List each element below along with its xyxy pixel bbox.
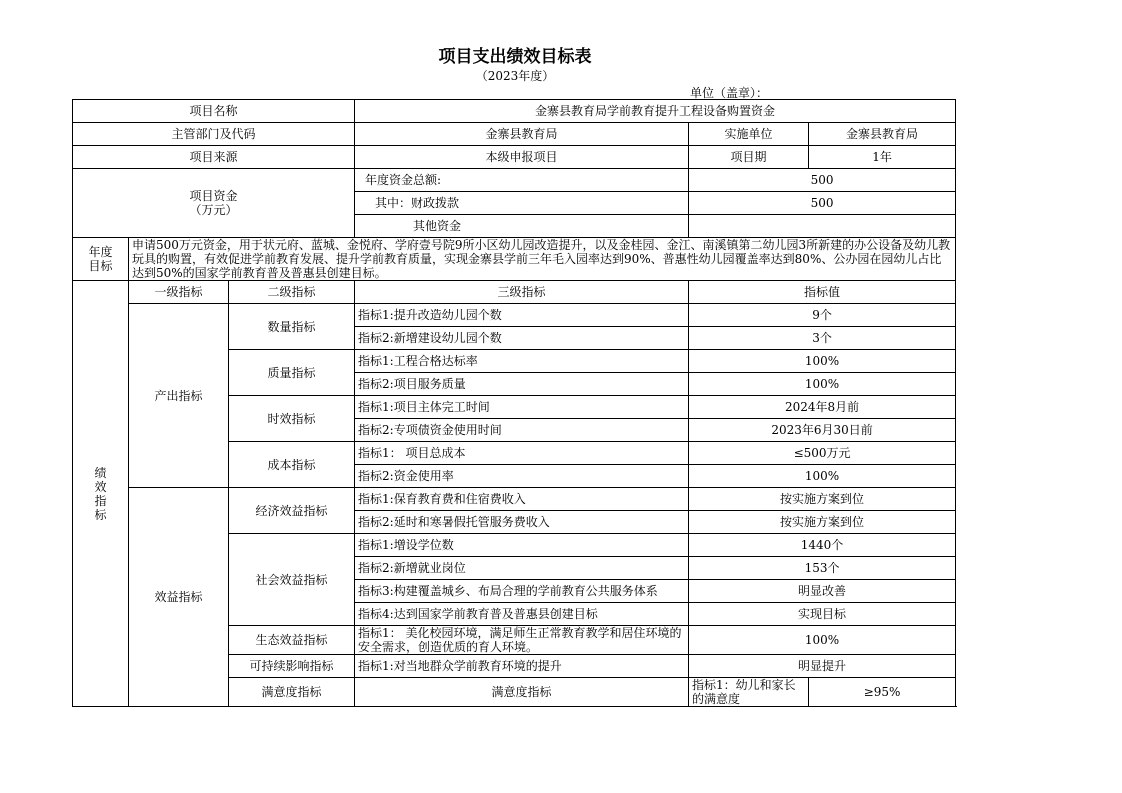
indicator-name: 指标1： 项目总成本: [355, 442, 689, 465]
performance-table: [72, 99, 956, 707]
indicator-value: 按实施方案到位: [689, 488, 956, 511]
indicator-value: 100%: [689, 626, 956, 655]
indicator-name: 指标4:达到国家学前教育普及普惠县创建目标: [355, 603, 689, 626]
indicator-name: 指标1:提升改造幼儿园个数: [355, 304, 689, 327]
funds-fiscal-label: 其中：财政拨款: [355, 192, 689, 215]
funds-label-line1: 项目资金: [189, 189, 238, 203]
header-value: 指标值: [689, 281, 956, 304]
source-value: 本级申报项目: [355, 146, 689, 169]
perf-label: [73, 281, 129, 707]
indicator-value: 按实施方案到位: [689, 511, 956, 534]
indicator-value: 153个: [689, 557, 956, 580]
indicator-value: 实现目标: [689, 603, 956, 626]
l2-satisfaction: 满意度指标: [355, 678, 689, 707]
l2-timeliness: 时效指标: [229, 396, 355, 442]
header-l3: 三级指标: [355, 281, 689, 304]
unit-label: 单位（盖章）：: [690, 86, 769, 100]
indicator-name: 指标1： 美化校园环境，满足师生正常教育教学和居住环境的安全需求，创造优质的育人环境。: [355, 626, 689, 655]
table-row: [73, 304, 956, 327]
perf-label-char: 效: [94, 479, 107, 494]
page-title: 项目支出绩效目标表: [438, 47, 592, 67]
goal-row: [73, 238, 956, 281]
source-label: 项目来源: [73, 146, 355, 169]
funds-other-value: [689, 215, 956, 238]
period-value: 1年: [809, 146, 956, 169]
source-row: [73, 146, 956, 169]
indicator-name: 指标1:工程合格达标率: [355, 350, 689, 373]
header-l1: 一级指标: [129, 281, 229, 304]
project-name-label: 项目名称: [73, 100, 355, 123]
funds-label-line2: （万元）: [189, 203, 238, 217]
l2-ecological: 生态效益指标: [229, 626, 355, 655]
indicator-value: 3个: [689, 327, 956, 350]
impl-label: 实施单位: [689, 123, 809, 146]
indicator-name: 指标2:专项债资金使用时间: [355, 419, 689, 442]
indicator-name: 指标1:项目主体完工时间: [355, 396, 689, 419]
indicator-name: 指标2:项目服务质量: [355, 373, 689, 396]
project-name-value: 金寨县教育局学前教育提升工程设备购置资金: [355, 100, 956, 123]
goal-text: 申请500万元资金，用于状元府、蓝城、金悦府、学府壹号院9所小区幼儿园改造提升，以及金桂园、金江、南溪镇第二幼儿园3所新建的办公设备及幼儿教玩具的购置，有效促进学前教育发展、提升学前教育质量，实现金寨县学前三年毛入园率达到90%、普惠性幼儿园覆盖率达到80%、公办园在园幼儿占比达到50%的国家学前教育普及普惠县创建目标。: [129, 238, 956, 281]
goal-label: [73, 238, 129, 281]
l2-cost: 成本指标: [229, 442, 355, 488]
funds-other-label: 其他资金: [355, 215, 689, 238]
year-subtitle: （2023年度）: [475, 69, 555, 83]
indicator-name: 指标1:增设学位数: [355, 534, 689, 557]
l1-satisfaction: 满意度指标: [229, 678, 355, 707]
indicator-name: 指标2:资金使用率: [355, 465, 689, 488]
perf-label-char: 标: [94, 507, 107, 522]
indicator-value: 100%: [689, 373, 956, 396]
indicator-name: 指标2:新增就业岗位: [355, 557, 689, 580]
indicator-value: ≤500万元: [689, 442, 956, 465]
indicator-name: 指标2:新增建设幼儿园个数: [355, 327, 689, 350]
l2-sustainable: 可持续影响指标: [229, 655, 355, 678]
dept-row: [73, 123, 956, 146]
indicator-value: 1440个: [689, 534, 956, 557]
indicator-value: 明显提升: [689, 655, 956, 678]
impl-value: 金寨县教育局: [809, 123, 956, 146]
project-name-row: [73, 100, 956, 123]
l1-benefit: 效益指标: [129, 488, 229, 707]
indicator-value: ≥95%: [809, 678, 956, 707]
goal-label-line2: 目标: [88, 259, 113, 273]
indicator-header-row: [73, 281, 956, 304]
funds-fiscal-value: 500: [689, 192, 956, 215]
perf-label-char: 绩: [94, 465, 107, 480]
header-l2: 二级指标: [229, 281, 355, 304]
funds-label: [73, 169, 355, 238]
l2-social: 社会效益指标: [229, 534, 355, 626]
funds-total-label: 年度资金总额:: [355, 169, 689, 192]
indicator-value: 9个: [689, 304, 956, 327]
l2-economic: 经济效益指标: [229, 488, 355, 534]
l2-quantity: 数量指标: [229, 304, 355, 350]
period-label: 项目期: [689, 146, 809, 169]
table-row: [73, 488, 956, 511]
indicator-value: 100%: [689, 465, 956, 488]
goal-label-line1: 年度: [88, 245, 113, 259]
indicator-name: 指标2:延时和寒暑假托管服务费收入: [355, 511, 689, 534]
perf-label-char: 指: [94, 493, 107, 508]
indicator-name: 指标1：幼儿和家长的满意度: [689, 678, 809, 707]
indicator-value: 100%: [689, 350, 956, 373]
dept-value: 金寨县教育局: [355, 123, 689, 146]
indicator-name: 指标1:保育教育费和住宿费收入: [355, 488, 689, 511]
indicator-name: 指标1:对当地群众学前教育环境的提升: [355, 655, 689, 678]
dept-label: 主管部门及代码: [73, 123, 355, 146]
funds-total-row: [73, 169, 956, 192]
indicator-value: 2023年6月30日前: [689, 419, 956, 442]
l2-quality: 质量指标: [229, 350, 355, 396]
indicator-name: 指标3:构建覆盖城乡、布局合理的学前教育公共服务体系: [355, 580, 689, 603]
indicator-value: 2024年8月前: [689, 396, 956, 419]
indicator-value: 明显改善: [689, 580, 956, 603]
funds-total-value: 500: [689, 169, 956, 192]
l1-output: 产出指标: [129, 304, 229, 488]
